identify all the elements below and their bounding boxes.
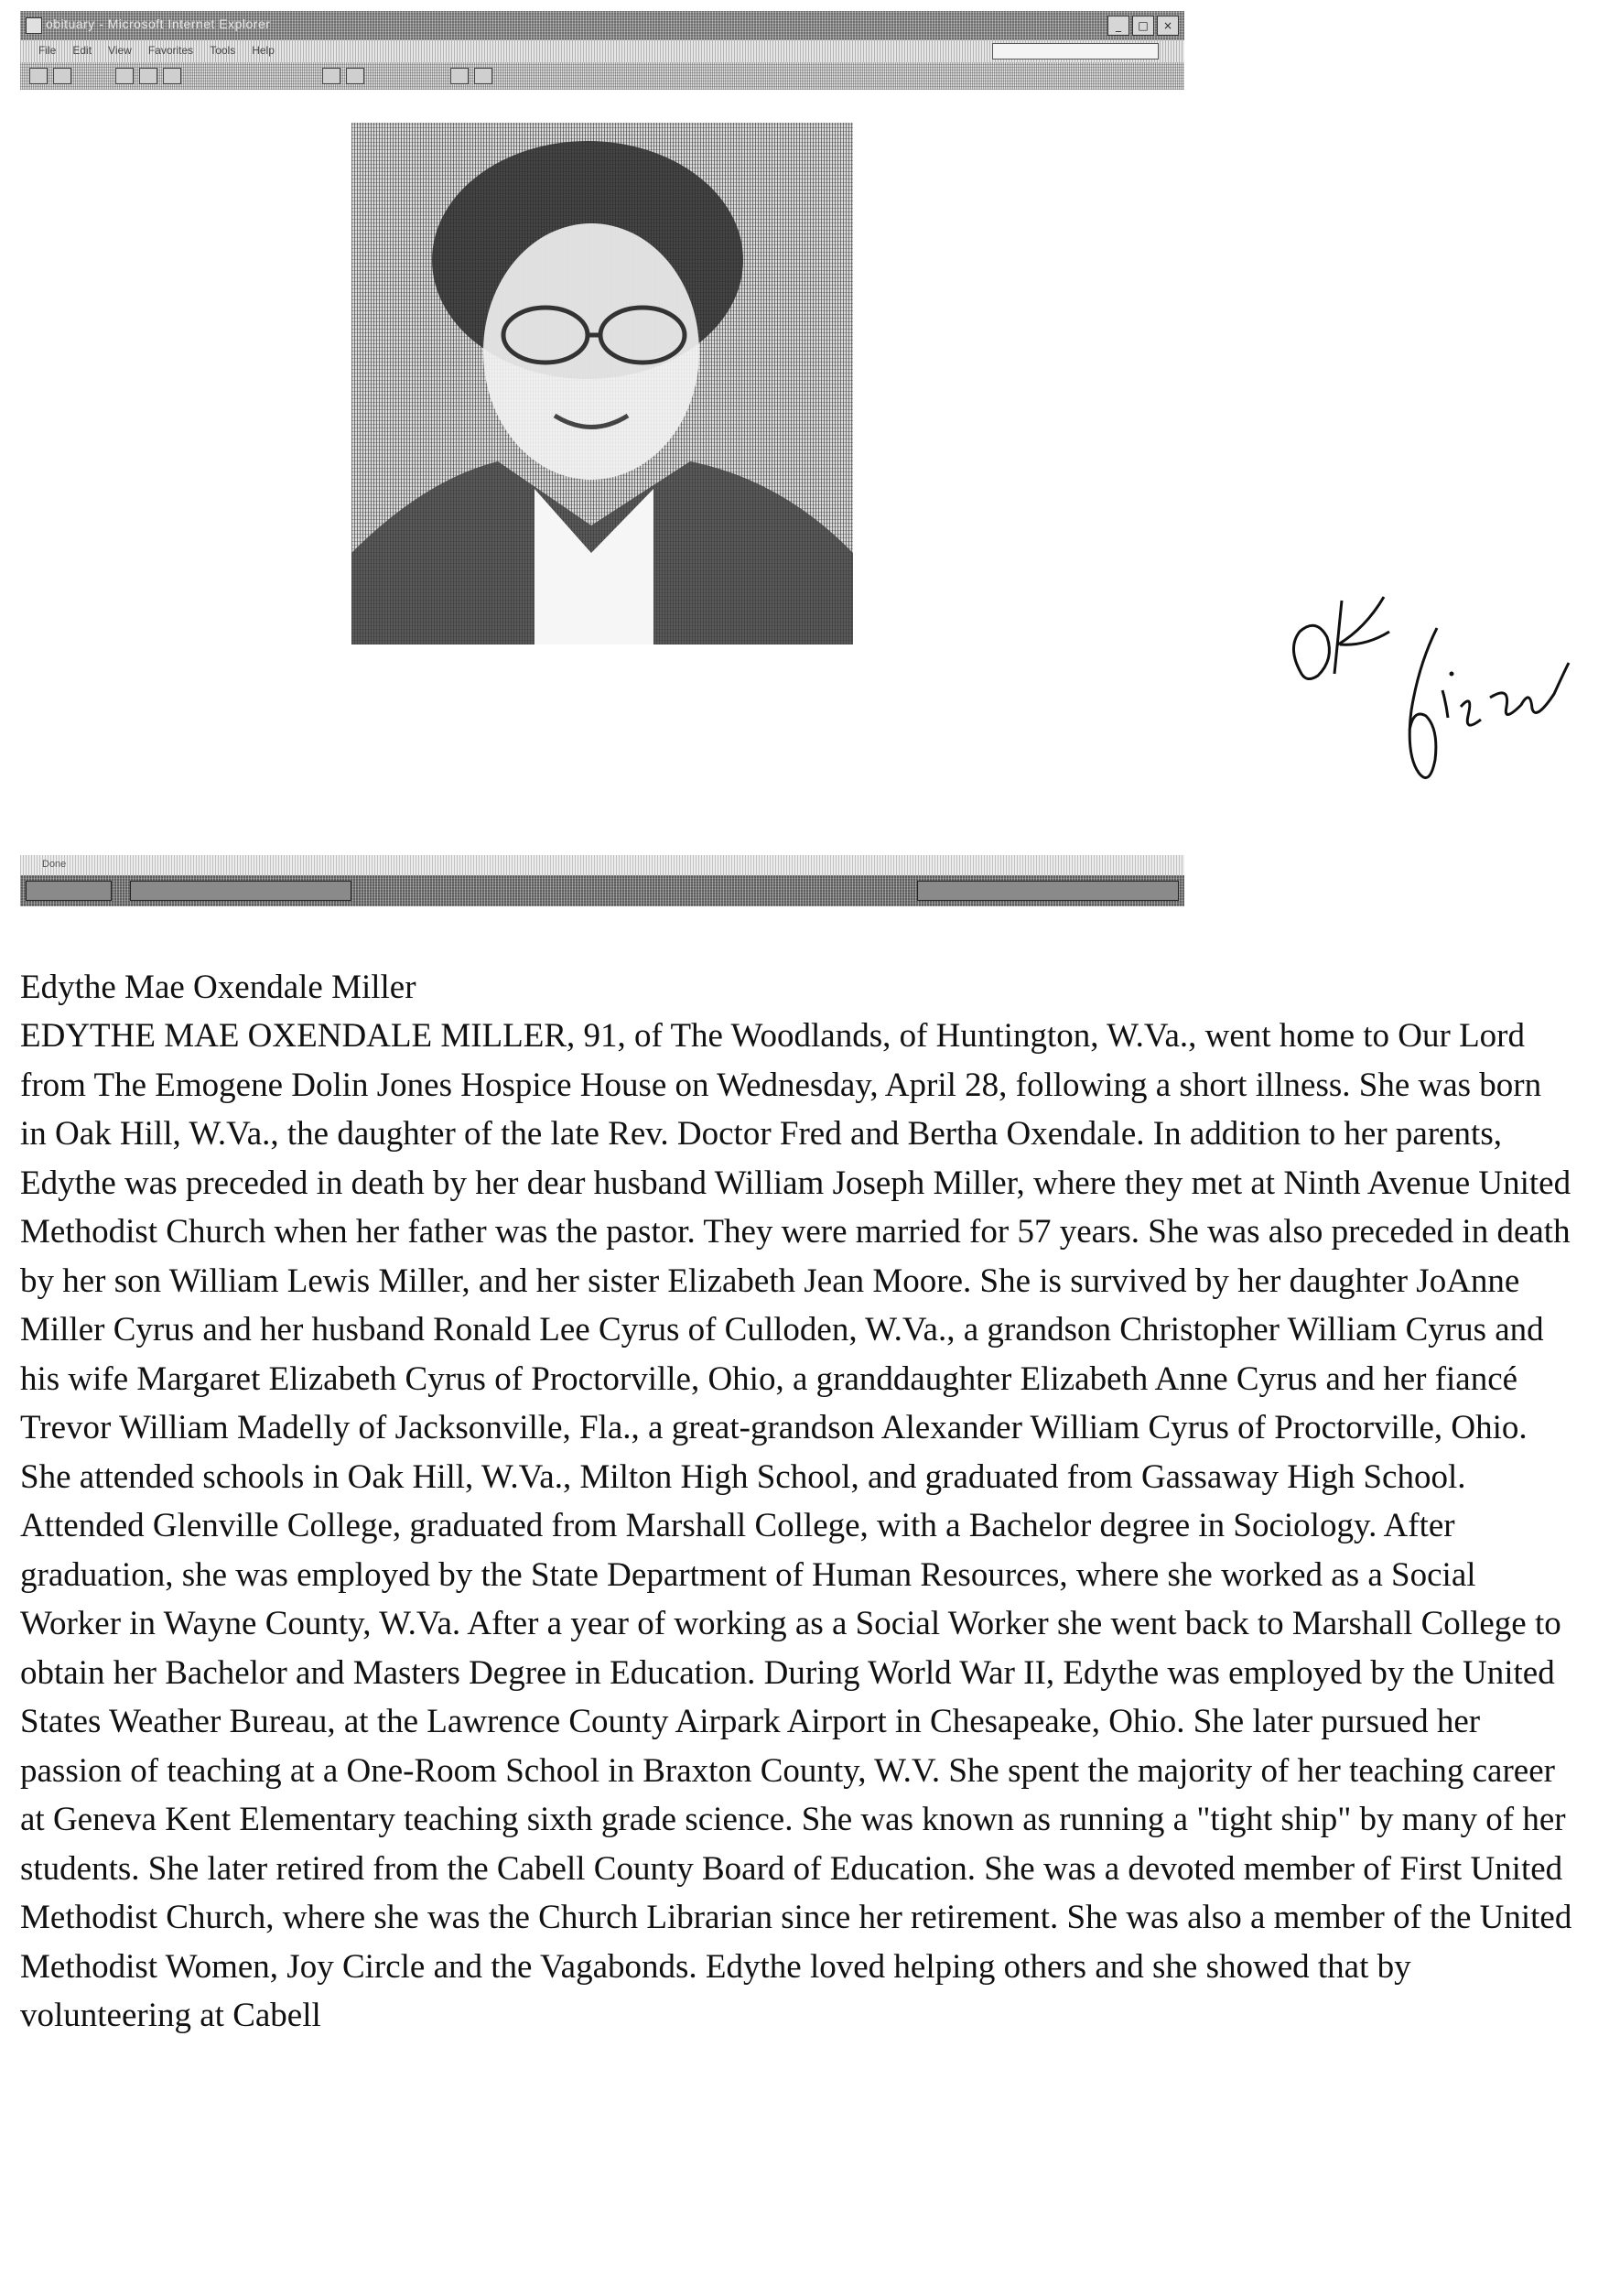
taskbar-item[interactable] xyxy=(130,881,351,901)
status-bar xyxy=(20,855,1184,875)
title-bar xyxy=(20,11,1184,40)
obituary-body: EDYTHE MAE OXENDALE MILLER, 91, of The Woodlands, of Huntington, W.Va., went home to Our Lord from The Emogene Dolin Jones Hospice House on Wednesday, April 28, following a short illness. She was born in Oak Hill, W.Va., the daughter of the late Rev. Doctor Fred and Bertha Oxendale. In addition to her parents, Edythe was preceded in death by her dear husband William Joseph Miller, where they met at Ninth Avenue United Methodist Church when her father was the pastor. They were married for 57 years. She was also preceded in death by her son William Lewis Miller, and her sister Elizabeth Jean Moore. She is survived by her daughter JoAnne Miller Cyrus and her husband Ronald Lee Cyrus of Culloden, W.Va., a grandson Christopher William Cyrus and his wife Margaret Elizabeth Cyrus of Proctorville, Ohio, a granddaughter Elizabeth Anne Cyrus and her fiancé Trevor William Madelly of Jacksonville, Fla., a great-grandson Alexander William Cyrus of Proctorville, Ohio. She attended schools in Oak Hill, W.Va., Milton High School, and graduated from Gassaway High School. Attended Glenville College, graduated from Marshall College, with a Bachelor degree in Sociology. After graduation, she was employed by the State Department of Human Resources, where she worked as a Social Worker in Wayne County, W.Va. After a year of working as a Social Worker she went back to Marshall College to obtain her Bachelor and Masters Degree in Education. During World War II, Edythe was employed by the United States Weather Bureau, at the Lawrence County Airpark Airport in Chesapeake, Ohio. She later pursued her passion of teaching at a One-Room School in Braxton County, W.V. She spent the majority of her teaching career at Geneva Kent Elementary teaching sixth grade science. She was known as running a "tight ship" by many of her students. She later retired from the Cabell County Board of Education. She was a devoted member of First United Methodist Church, where she was the Church Librarian since her retirement. She was also a member of the United Methodist Women, Joy Circle and the Vagabonds. Edythe loved helping others and she showed that by volunteering at Cabell xyxy=(20,1017,1572,2034)
home-icon[interactable] xyxy=(163,68,181,84)
obituary-title: Edythe Mae Oxendale Miller xyxy=(20,969,416,1006)
stop-icon[interactable] xyxy=(115,68,134,84)
menu-bar xyxy=(20,40,1184,62)
search-icon[interactable] xyxy=(322,68,340,84)
favorites-icon[interactable] xyxy=(346,68,364,84)
menu-file[interactable]: File xyxy=(38,44,57,57)
window-controls xyxy=(1107,16,1179,36)
mail-icon[interactable] xyxy=(474,68,492,84)
menu-tools[interactable]: Tools xyxy=(210,44,236,57)
start-button[interactable] xyxy=(26,881,112,901)
menu-items xyxy=(38,44,275,57)
system-tray xyxy=(917,881,1179,901)
forward-icon[interactable] xyxy=(53,68,71,84)
toolbar xyxy=(20,62,1184,90)
menu-view[interactable]: View xyxy=(108,44,132,57)
menu-edit[interactable]: Edit xyxy=(72,44,92,57)
refresh-icon[interactable] xyxy=(139,68,157,84)
menu-help[interactable]: Help xyxy=(252,44,275,57)
status-text: Done xyxy=(42,859,67,870)
browser-app-icon xyxy=(26,17,42,34)
maximize-icon[interactable]: □ xyxy=(1132,16,1154,36)
portrait-silhouette xyxy=(351,123,853,644)
back-icon[interactable] xyxy=(29,68,48,84)
close-icon[interactable]: × xyxy=(1157,16,1179,36)
browser-window-screenshot xyxy=(20,11,1184,914)
browser-content-area xyxy=(20,90,1184,855)
minimize-icon[interactable]: _ xyxy=(1107,16,1129,36)
portrait-photo xyxy=(351,123,853,644)
obituary-section xyxy=(20,963,1576,2041)
handwritten-ok-signature xyxy=(1281,536,1583,811)
menu-favorites[interactable]: Favorites xyxy=(147,44,194,57)
address-field[interactable] xyxy=(992,43,1159,60)
window-title: obituary - Microsoft Internet Explorer xyxy=(46,16,271,31)
print-icon[interactable] xyxy=(450,68,469,84)
taskbar xyxy=(20,875,1184,906)
